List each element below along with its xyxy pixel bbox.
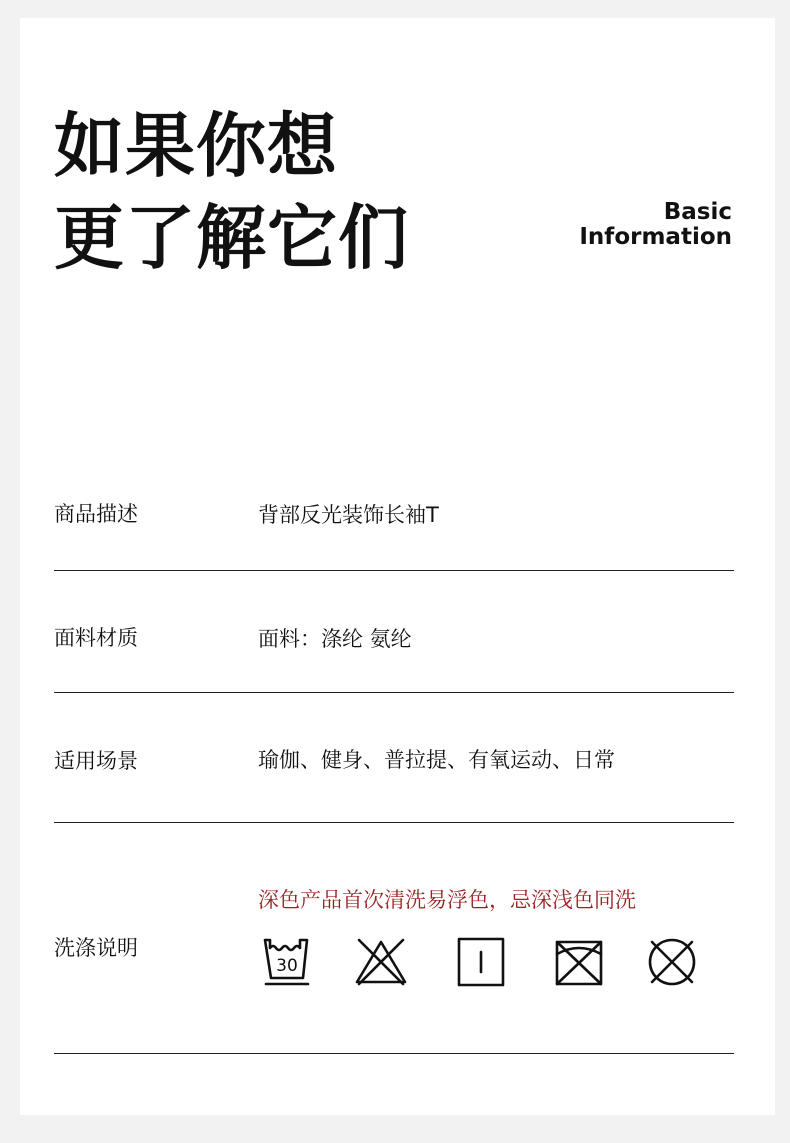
divider [54,1053,734,1054]
title-line-1: 如果你想 [54,105,338,187]
scenario-value: 瑜伽、健身、普拉提、有氧运动、日常 [258,748,615,772]
care-note: 深色产品首次清洗易浮色，忌深浅色同洗 [258,888,636,912]
wash-30-icon [259,934,315,990]
scenario-label: 适用场景 [54,749,138,773]
divider [54,570,734,571]
hang-dry-icon [453,934,509,990]
description-label: 商品描述 [54,502,138,526]
divider [54,822,734,823]
do-not-iron-icon [552,934,608,990]
care-label: 洗涤说明 [54,936,138,960]
divider [54,692,734,693]
section-subtitle [579,200,732,250]
page-title [54,100,409,284]
wash-temperature: 30 [276,956,298,976]
do-not-bleach-icon [353,934,409,990]
description-value: 背部反光装饰长袖T [258,503,439,527]
subtitle-line-1: Basic [663,199,732,225]
material-value: 面料：涤纶 氨纶 [258,627,412,651]
subtitle-line-2: Information [579,224,732,250]
material-label: 面料材质 [54,626,138,650]
title-line-2: 更了解它们 [54,197,409,279]
do-not-dry-clean-icon [644,934,700,990]
